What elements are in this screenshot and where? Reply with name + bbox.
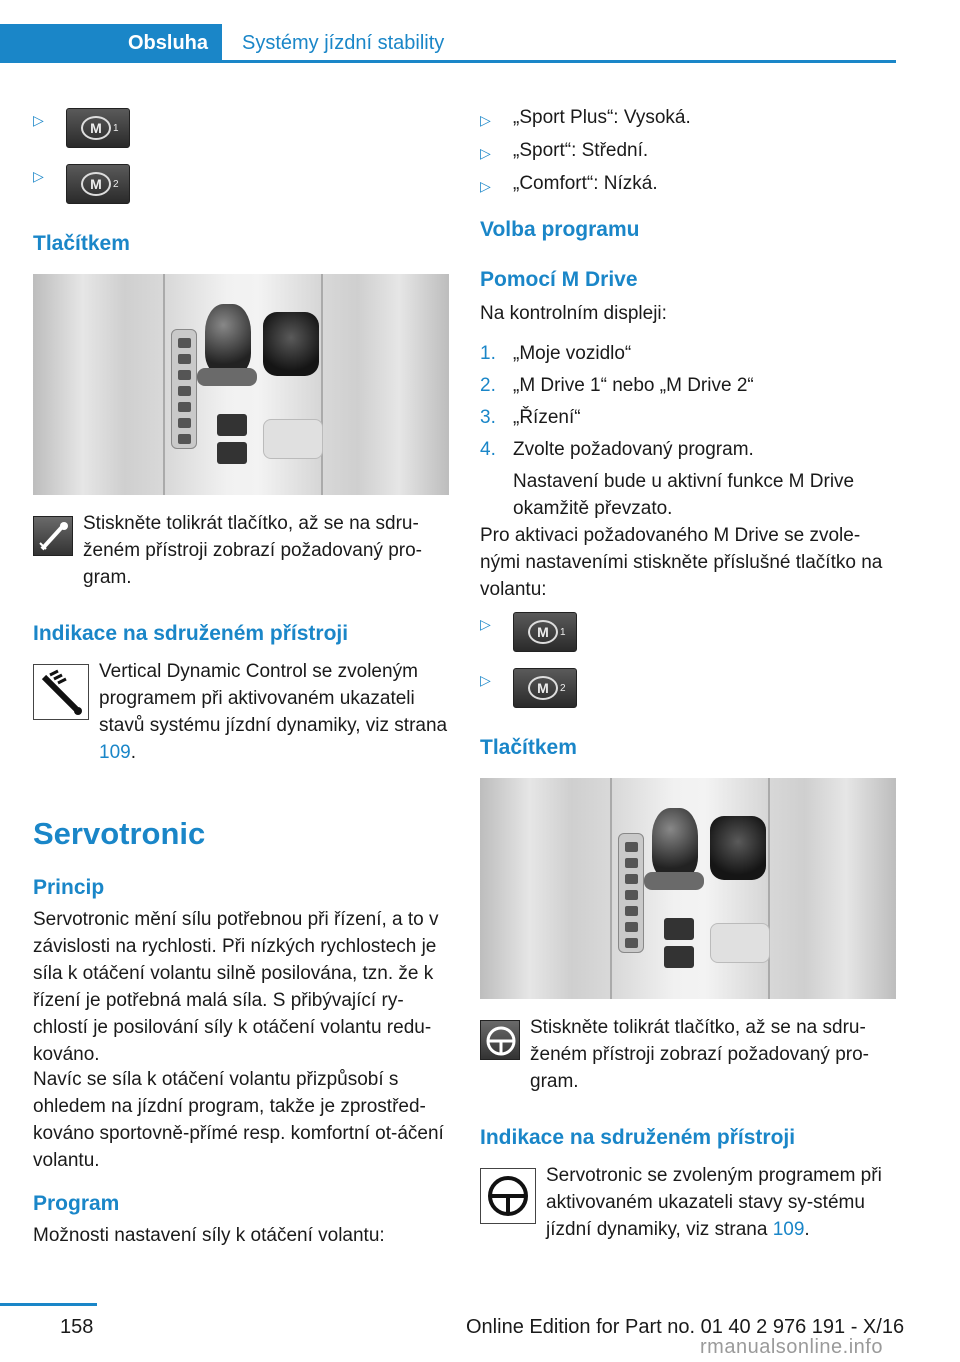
m2-button-icon: M 2: [66, 164, 130, 204]
step-text: „Moje vozidlo“: [513, 343, 632, 364]
step-text: „M Drive 1“ nebo „M Drive 2“: [513, 375, 754, 396]
display-description: Vertical Dynamic Control se zvoleným programem při aktivovaném ukazateli stavů systému jízdní dynamiky, viz strana 109.: [99, 661, 448, 763]
press-instruction: Stiskněte tolikrát tlačítko, až se na sdru-ženém přístroji zobrazí požadovaný pro-gram.: [83, 513, 422, 588]
page-number: 158: [60, 1316, 94, 1338]
program-text: Možnosti nastavení síly k otáčení volantu:: [33, 1225, 385, 1246]
steering-wheel-icon: [480, 1020, 520, 1060]
page-link-109[interactable]: 109: [99, 742, 131, 763]
header-tab-section[interactable]: Systémy jízdní stability: [242, 32, 445, 54]
step-text: Zvolte požadovaný program.: [513, 439, 754, 460]
bullet-triangle-icon: ▷: [480, 616, 491, 632]
bullet-sport: „Sport“: Střední.: [513, 140, 649, 161]
console-photo: [480, 778, 896, 999]
heading-tlacitkem: Tlačítkem: [480, 736, 577, 759]
bullet-comfort: „Comfort“: Nízká.: [513, 173, 658, 194]
header-tab-obsluha[interactable]: Obsluha: [0, 24, 222, 63]
page-link-109[interactable]: 109: [772, 1219, 805, 1240]
m1-button-icon: M 1: [66, 108, 130, 148]
step4-note: Nastavení bude u aktivní funkce M Drive okamžitě převzato.: [513, 471, 855, 519]
heading-program: Program: [33, 1192, 120, 1215]
mdrive-intro: Na kontrolním displeji:: [480, 303, 667, 324]
step-number: 3.: [480, 407, 496, 428]
bullet-triangle-icon: ▷: [480, 112, 491, 128]
heading-mdrive: Pomocí M Drive: [480, 268, 638, 291]
bullet-triangle-icon: ▷: [33, 112, 44, 128]
m2-button-icon: M 2: [513, 668, 577, 708]
step-text: „Řízení“: [513, 407, 581, 428]
step-number: 2.: [480, 375, 496, 396]
watermark: rmanualsonline.info: [700, 1336, 883, 1358]
activate-text: Pro aktivaci požadovaného M Drive se zvole-nými nastaveními stiskněte příslušné tlačítko na volantu:: [480, 525, 883, 600]
bullet-triangle-icon: ▷: [33, 168, 44, 184]
bullet-triangle-icon: ▷: [480, 145, 491, 161]
title-servotronic: Servotronic: [33, 816, 206, 851]
display-description: Servotronic se zvoleným programem při aktivovaném ukazateli stavy sy-stému jízdní dynamiky, viz strana 109.: [546, 1165, 882, 1240]
heading-volba: Volba programu: [480, 218, 640, 241]
princip-paragraph-2: Navíc se síla k otáčení volantu přizpůsobí s ohledem na jízdní program, takže je zprostřed-kováno sportovně-přímé resp. komfortní ot-áčení volantu.: [33, 1069, 444, 1171]
bullet-sport-plus: „Sport Plus“: Vysoká.: [513, 107, 691, 128]
heading-indikace: Indikace na sdruženém přístroji: [33, 622, 349, 645]
press-instruction: Stiskněte tolikrát tlačítko, až se na sdru-ženém přístroji zobrazí požadovaný pro-gram.: [530, 1017, 869, 1092]
step-number: 4.: [480, 439, 496, 460]
princip-paragraph-1: Servotronic mění sílu potřebnou při řízení, a to v závislosti na rychlosti. Při nízkých rychlostech je síla k otáčení volantu silně posilována, tzn. že k řízení je potřebná malá síla. S přibývající ry-chlostí je posilování síly k otáčení volantu redu-kováno.: [33, 909, 439, 1065]
m1-button-icon: M 1: [513, 612, 577, 652]
bullet-triangle-icon: ▷: [480, 178, 491, 194]
heading-princip: Princip: [33, 876, 105, 899]
bullet-triangle-icon: ▷: [480, 672, 491, 688]
step-number: 1.: [480, 343, 496, 364]
steering-wheel-icon: [480, 1168, 536, 1224]
edition-text: Online Edition for Part no. 01 40 2 976 191 - X/16: [466, 1316, 905, 1338]
console-photo: [33, 274, 449, 495]
heading-indikace: Indikace na sdruženém přístroji: [480, 1126, 796, 1149]
dynamic-control-icon: [33, 516, 73, 556]
footer-rule: [0, 1303, 97, 1306]
heading-tlacitkem: Tlačítkem: [33, 232, 130, 255]
